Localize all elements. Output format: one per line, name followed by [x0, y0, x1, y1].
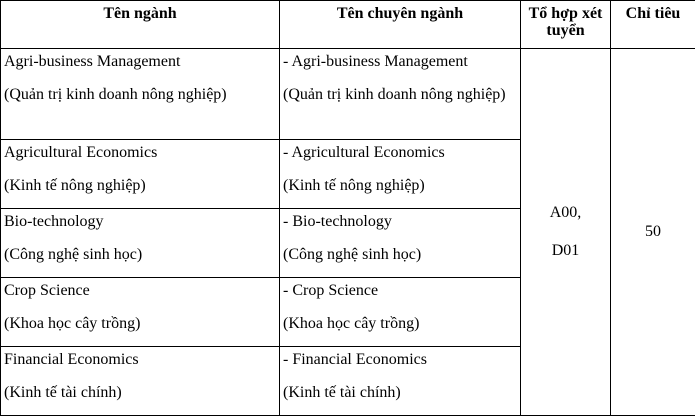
quota-value: 50 [645, 223, 661, 240]
specialization-name-vi: (Kinh tế nông nghiệp) [283, 177, 425, 194]
major-cell [1, 209, 280, 278]
major-cell [1, 140, 280, 209]
combination-cell [521, 49, 611, 416]
combination-code-2: D01 [551, 242, 580, 259]
combination-code-1: A00, [549, 204, 582, 221]
specialization-name-en: - Agricultural Economics [283, 144, 445, 161]
major-name-vi: (Quản trị kinh doanh nông nghiệp) [4, 86, 227, 103]
header-specialization: Tên chuyên ngành [280, 1, 521, 49]
specialization-name-en: - Financial Economics [283, 351, 427, 368]
specialization-cell [280, 347, 521, 416]
major-name-en: Agricultural Economics [4, 144, 158, 161]
specialization-name-en: - Agri-business Management [283, 53, 468, 70]
major-name-en: Crop Science [4, 282, 90, 299]
specialization-name-en: - Bio-technology [283, 213, 392, 230]
major-name-en: Bio-technology [4, 213, 104, 230]
major-name-en: Agri-business Management [4, 53, 181, 70]
major-cell [1, 278, 280, 347]
major-cell [1, 347, 280, 416]
quota-cell [611, 49, 695, 416]
major-name-en: Financial Economics [4, 351, 139, 368]
specialization-cell [280, 209, 521, 278]
specialization-name-vi: (Kinh tế tài chính) [283, 384, 401, 401]
specialization-name-vi: (Công nghệ sinh học) [283, 246, 422, 263]
specialization-name-vi: (Quản trị kinh doanh nông nghiệp) [283, 86, 506, 103]
header-quota: Chỉ tiêu [611, 1, 695, 49]
header-row [1, 1, 695, 49]
specialization-name-en: - Crop Science [283, 282, 379, 299]
specialization-cell [280, 278, 521, 347]
major-cell [1, 49, 280, 140]
header-major: Tên ngành [1, 1, 280, 49]
table-row [1, 49, 695, 140]
major-name-vi: (Kinh tế nông nghiệp) [4, 177, 146, 194]
major-name-vi: (Công nghệ sinh học) [4, 246, 143, 263]
specialization-cell [280, 140, 521, 209]
major-name-vi: (Khoa học cây trồng) [4, 315, 141, 332]
header-combination-line1: Tổ hợp xét [528, 5, 603, 22]
specialization-name-vi: (Khoa học cây trồng) [283, 315, 420, 332]
header-combination [521, 1, 611, 49]
specialization-cell [280, 49, 521, 140]
major-name-vi: (Kinh tế tài chính) [4, 384, 122, 401]
header-combination-line2: tuyển [546, 22, 585, 39]
